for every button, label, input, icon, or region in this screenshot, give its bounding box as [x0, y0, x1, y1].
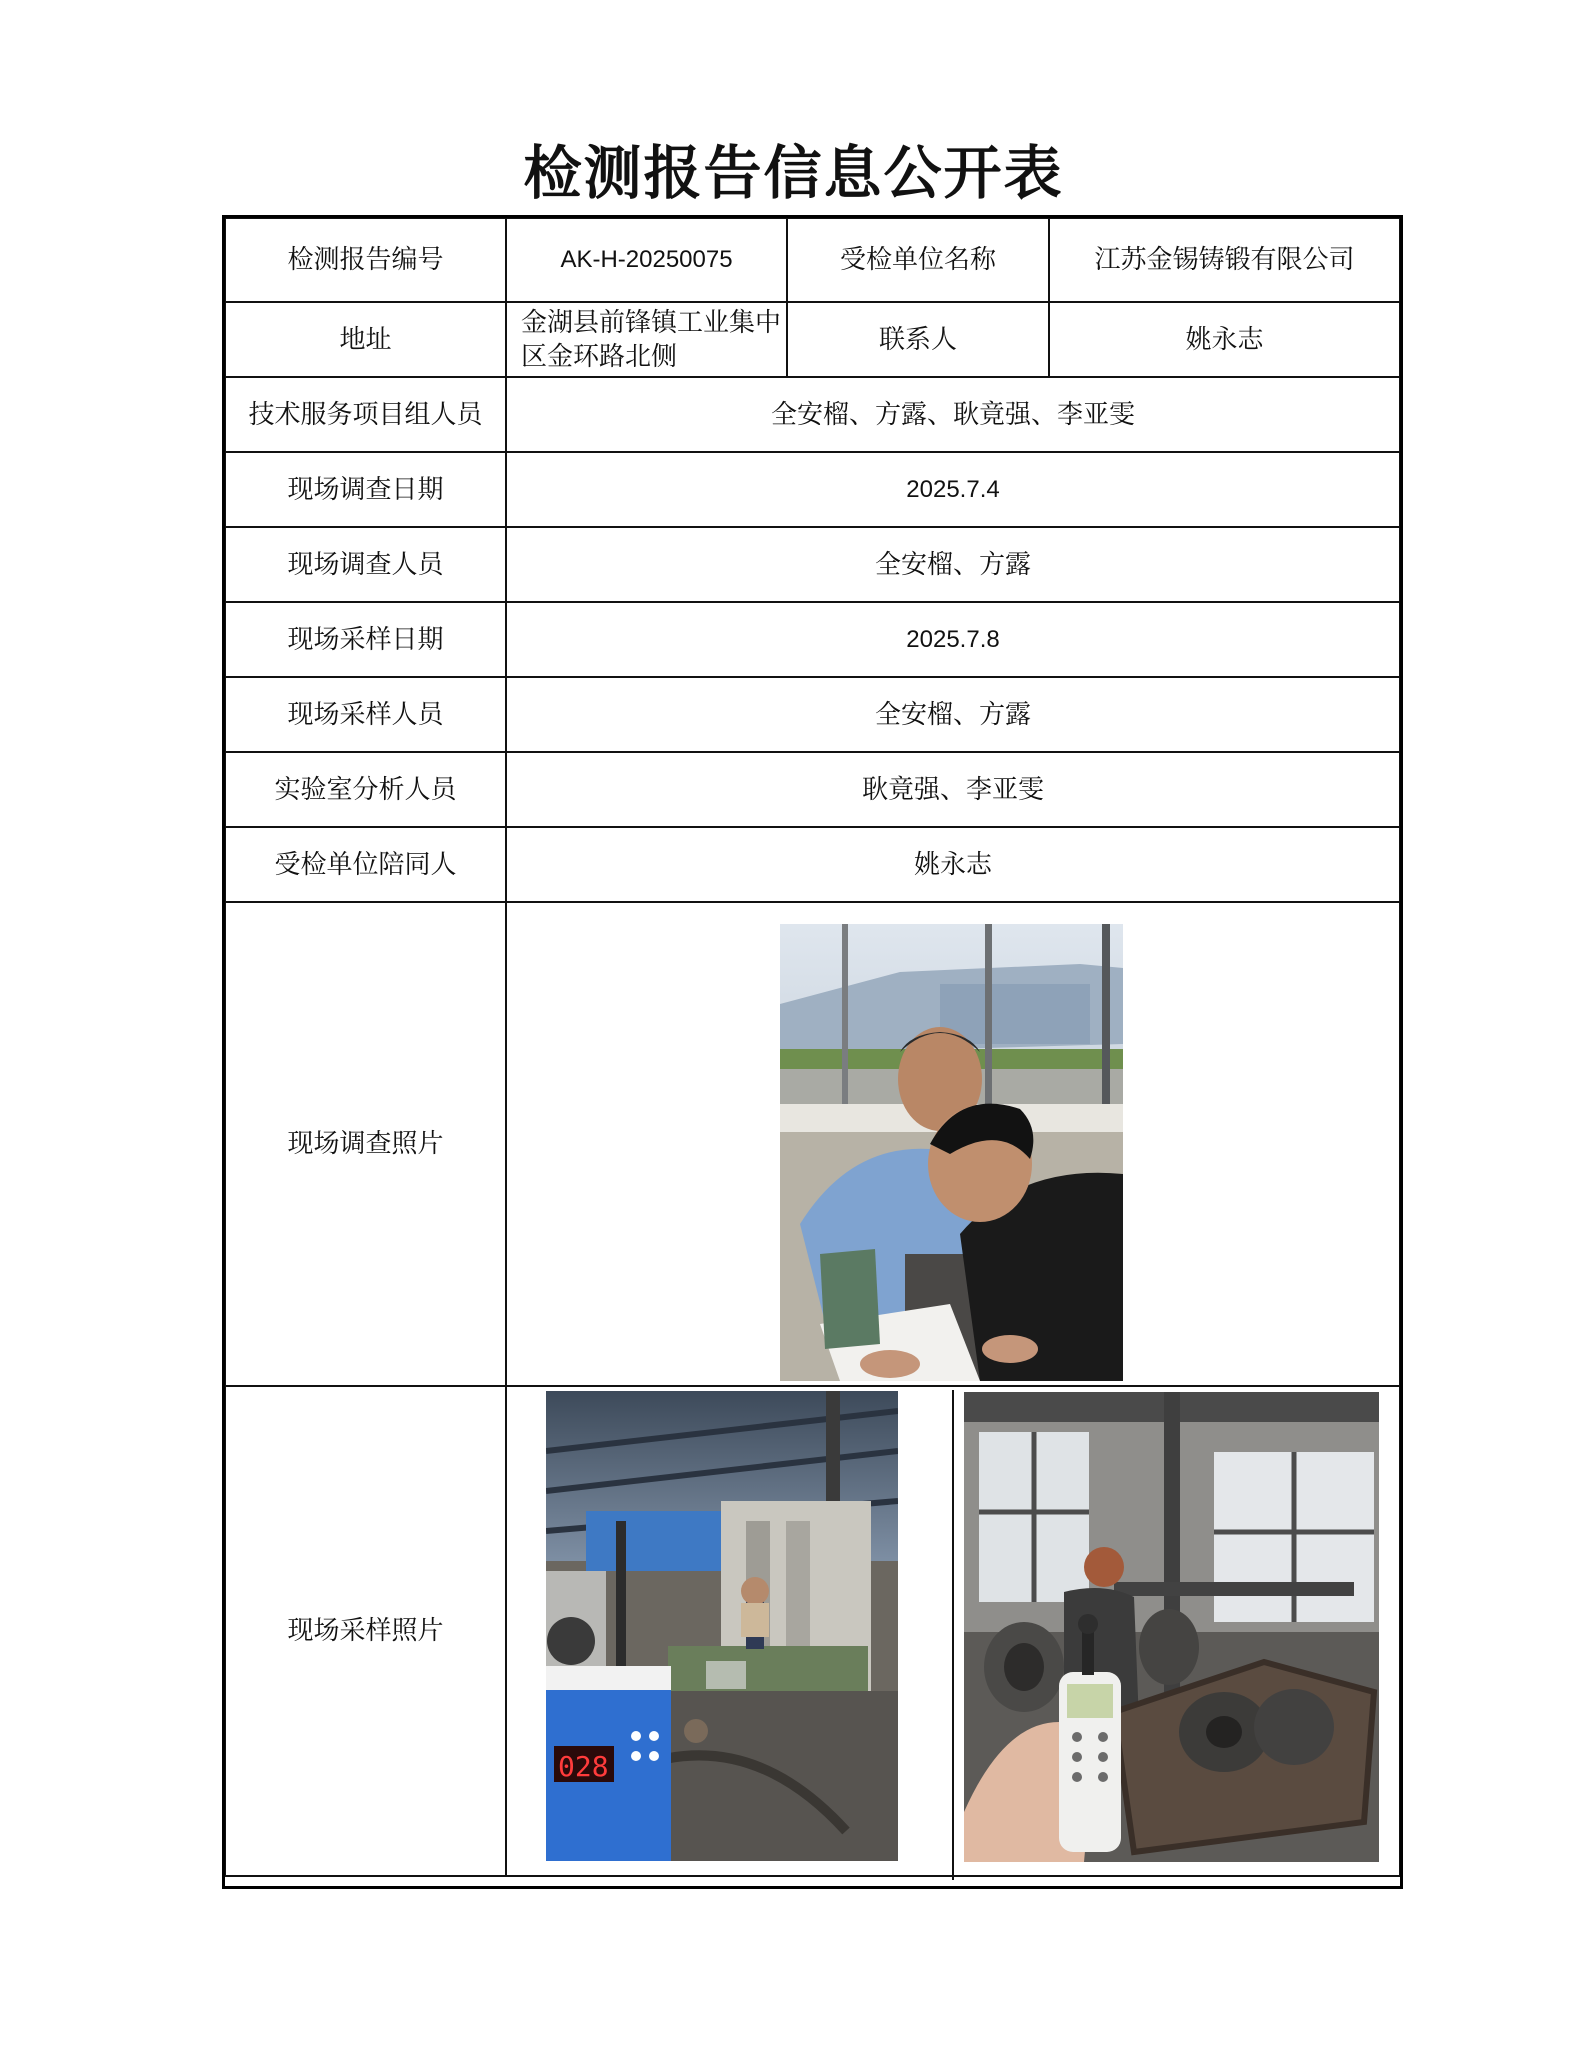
- sample-date-label: 现场采样日期: [225, 602, 506, 677]
- svg-text:028: 028: [558, 1750, 609, 1783]
- survey-staff-value: 全安榴、方露: [506, 527, 1400, 602]
- survey-date-label: 现场调查日期: [225, 452, 506, 527]
- lab-staff-value: 耿竟强、李亚雯: [506, 752, 1400, 827]
- sampling-photo-sound-meter: [964, 1392, 1379, 1862]
- sample-staff-label: 现场采样人员: [225, 677, 506, 752]
- sample-photo-label: 现场采样照片: [225, 1386, 506, 1876]
- document-title: 检测报告信息公开表: [523, 139, 1064, 207]
- lab-staff-label: 实验室分析人员: [225, 752, 506, 827]
- address-label: 地址: [225, 302, 506, 377]
- table-row: [225, 527, 1400, 602]
- table-row: [225, 377, 1400, 452]
- survey-staff-label: 现场调查人员: [225, 527, 506, 602]
- escort-label: 受检单位陪同人: [225, 827, 506, 902]
- contact-label: 联系人: [787, 302, 1049, 377]
- address-value: 金湖县前锋镇工业集中区金环路北侧: [506, 302, 787, 377]
- contact-value: 姚永志: [1049, 302, 1400, 377]
- sample-date-value: 2025.7.8: [506, 602, 1400, 677]
- table-row: [225, 218, 1400, 302]
- escort-value: 姚永志: [506, 827, 1400, 902]
- sample-staff-value: 全安榴、方露: [506, 677, 1400, 752]
- unit-value: 江苏金锡铸锻有限公司: [1049, 218, 1400, 302]
- table-row: [225, 452, 1400, 527]
- table-row: [225, 752, 1400, 827]
- report-no-value: AK-H-20250075: [506, 218, 787, 302]
- survey-photo: [780, 924, 1123, 1381]
- survey-date-value: 2025.7.4: [506, 452, 1400, 527]
- table-row: [225, 827, 1400, 902]
- table-row: [225, 602, 1400, 677]
- survey-photo-label: 现场调查照片: [225, 902, 506, 1386]
- unit-label: 受检单位名称: [787, 218, 1049, 302]
- report-no-label: 检测报告编号: [225, 218, 506, 302]
- table-row: [225, 302, 1400, 377]
- table-row: [225, 677, 1400, 752]
- team-label: 技术服务项目组人员: [225, 377, 506, 452]
- sampling-photo-workshop: [546, 1391, 898, 1861]
- team-value: 全安榴、方露、耿竟强、李亚雯: [506, 377, 1400, 452]
- photo-divider: [952, 1390, 954, 1880]
